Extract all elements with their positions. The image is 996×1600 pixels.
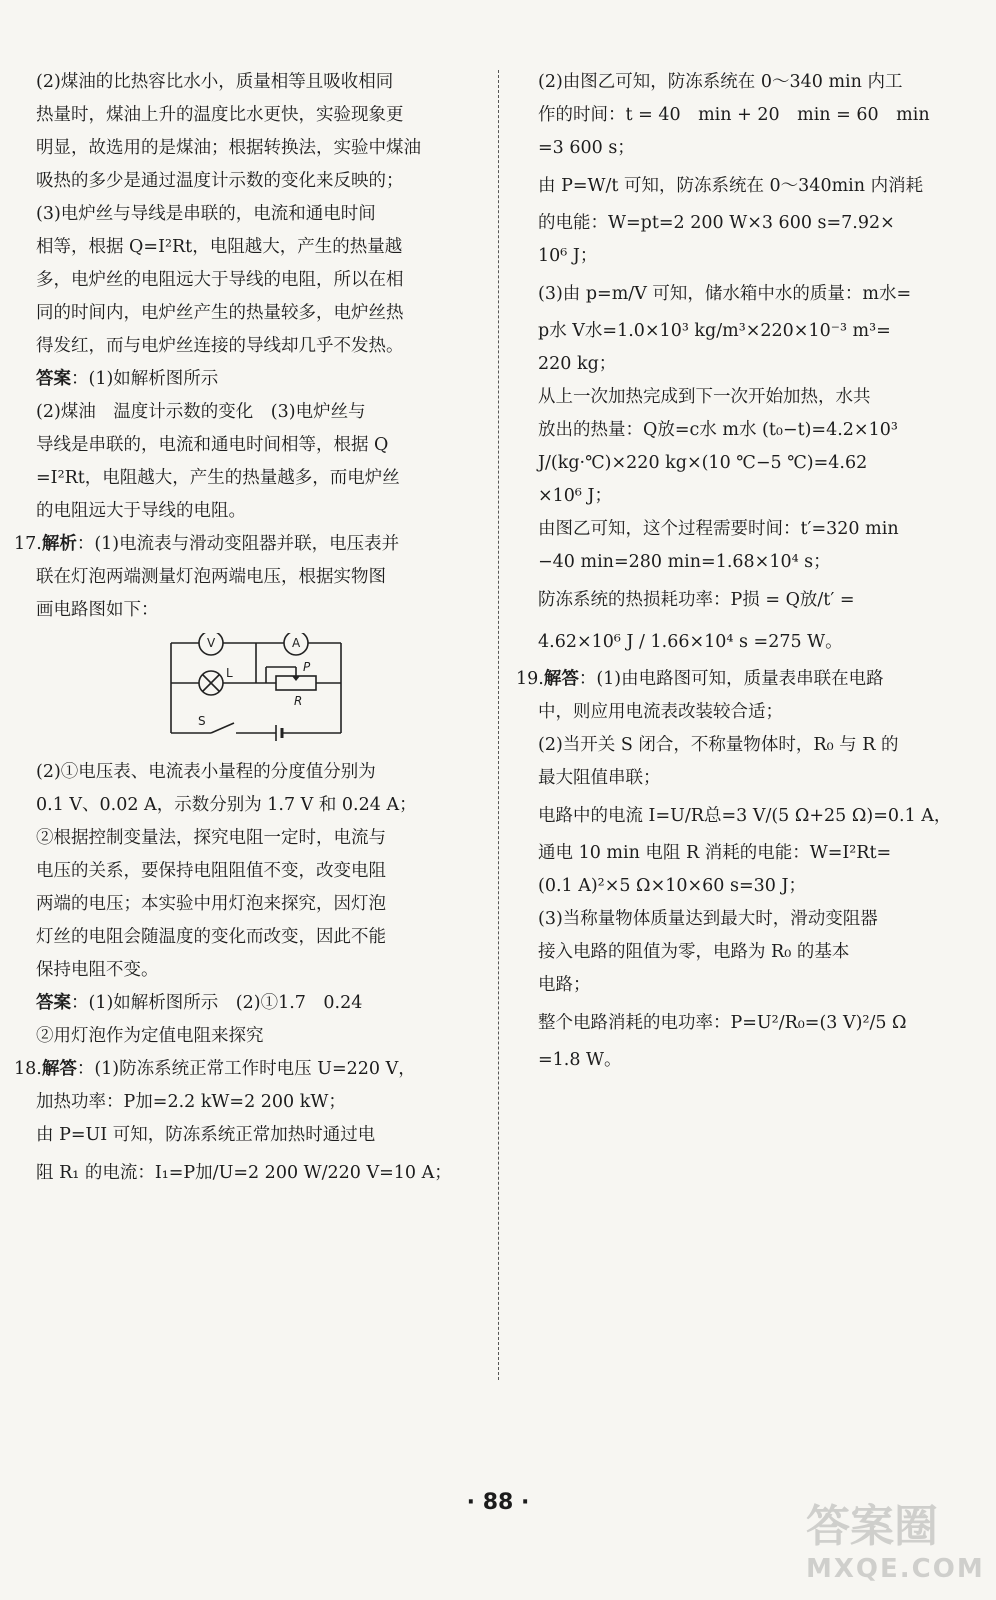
switch-label: S [198, 714, 206, 728]
circuit-diagram [166, 633, 346, 743]
watermark-logo [806, 1490, 985, 1584]
text-line: 220 kg； [538, 354, 617, 374]
text-line: 的电能：W=pt=2 200 W×3 600 s=7.92× [538, 213, 895, 233]
ammeter-label: A [292, 636, 301, 650]
left-column [14, 66, 468, 1194]
text-line: 放出的热量：Q放=c水 m水 (t₀−t)=4.2×10³ [538, 420, 898, 440]
text-line: 从上一次加热完成到下一次开始加热，水共 [538, 387, 871, 407]
text-line: 由 P=UI 可知，防冻系统正常加热时通过电 [36, 1125, 376, 1145]
text-line: 由图乙可知，这个过程需要时间：t′=320 min [538, 519, 899, 539]
text-line: ×10⁶ J； [538, 486, 613, 506]
text-line: =I²Rt，电阻越大，产生的热量越多，而电炉丝 [36, 468, 400, 488]
text-line: (2)①电压表、电流表小量程的分度值分别为 [36, 762, 376, 782]
text-line: 加热功率：P加=2.2 kW=2 200 kW； [36, 1092, 346, 1112]
text-line: 通电 10 min 电阻 R 消耗的电能：W=I²Rt= [538, 843, 892, 863]
text-line: (0.1 A)²×5 Ω×10×60 s=30 J； [538, 876, 806, 896]
text-line: 防冻系统的热损耗功率：P损 = Q放/t′ = [538, 590, 855, 610]
text-line: 电压的关系，要保持电阻阻值不变，改变电阻 [36, 861, 386, 881]
question-text: ：(1)防冻系统正常工作时电压 U=220 V， [76, 1059, 416, 1079]
text-line: 多，电炉丝的电阻远大于导线的电阻，所以在相 [36, 270, 404, 290]
question-text: ：(1)由电路图可知，质量表串联在电路 [578, 669, 884, 689]
question-text: ：(1)电流表与滑动变阻器并联，电压表并 [76, 534, 400, 554]
solution-label: 解答 [543, 669, 579, 689]
text-line: 导线是串联的，电流和通电时间相等，根据 Q [36, 435, 389, 455]
answer-label: 答案 [36, 993, 71, 1013]
text-line: 保持电阻不变。 [36, 960, 159, 980]
text-line: (2)当开关 S 闭合，不称量物体时，R₀ 与 R 的 [538, 735, 899, 755]
text-line: =3 600 s； [538, 138, 635, 158]
answer-16 [36, 363, 468, 396]
text-line: ②用灯泡作为定值电阻来探究 [36, 1026, 264, 1046]
text-line: 中，则应用电流表改装较合适； [538, 702, 783, 722]
analysis-label: 解析 [41, 534, 77, 554]
text-line: 两端的电压；本实验中用灯泡来探究，因灯泡 [36, 894, 386, 914]
answer-text: ：(1)如解析图所示 (2)①1.7 0.24 [71, 993, 363, 1013]
solution-label: 解答 [41, 1059, 77, 1079]
question-number: 18. [14, 1059, 42, 1079]
resistor-label: R [294, 694, 303, 708]
text-line: 吸热的多少是通过温度计示数的变化来反映的； [36, 171, 404, 191]
text-line: J/(kg·℃)×220 kg×(10 ℃−5 ℃)=4.62 [538, 453, 868, 473]
question-17-header [14, 528, 468, 561]
text-line: 10⁶ J； [538, 246, 598, 266]
text-line: p水 V水=1.0×10³ kg/m³×220×10⁻³ m³= [538, 321, 891, 341]
text-line: 0.1 V、0.02 A，示数分别为 1.7 V 和 0.24 A； [36, 795, 417, 815]
lamp-label: L [226, 666, 233, 680]
text-line: 由 P=W/t 可知，防冻系统在 0～340min 内消耗 [538, 176, 924, 196]
question-19-header [516, 663, 970, 696]
answer-text: ：(1)如解析图所示 [71, 369, 219, 389]
text-line: 最大阻值串联； [538, 768, 661, 788]
column-divider [498, 70, 499, 1380]
text-line: (3)当称量物体质量达到最大时，滑动变阻器 [538, 909, 878, 929]
text-line: 热量时，煤油上升的温度比水更快，实验现象更 [36, 105, 404, 125]
text-line: 电路； [538, 975, 591, 995]
watermark-title: 答案圈 [806, 1501, 938, 1552]
rheostat-slider [292, 676, 300, 681]
page-number: · 88 · [466, 1490, 530, 1515]
text-line: 同的时间内，电炉丝产生的热量较多，电炉丝热 [36, 303, 404, 323]
question-number: 17. [14, 534, 42, 554]
text-line: (3)由 p=m/V 可知，储水箱中水的质量：m水= [538, 284, 912, 304]
text-line: 相等，根据 Q=I²Rt，电阻越大，产生的热量越 [36, 237, 403, 257]
text-line: 联在灯泡两端测量灯泡两端电压，根据实物图 [36, 567, 386, 587]
text-line: 接入电路的阻值为零，电路为 R₀ 的基本 [538, 942, 850, 962]
question-number: 19. [516, 669, 544, 689]
voltmeter-label: V [207, 636, 216, 650]
text-line: 作的时间：t = 40 min + 20 min = 60 min [538, 105, 930, 125]
text-line: 的电阻远大于导线的电阻。 [36, 501, 246, 521]
text-line: 整个电路消耗的电功率：P=U²/R₀=(3 V)²/5 Ω [538, 1013, 907, 1033]
text-line: 4.62×10⁶ J / 1.66×10⁴ s =275 W。 [538, 632, 843, 652]
text-line: 电路中的电流 I=U/R总=3 V/(5 Ω+25 Ω)=0.1 A， [538, 806, 952, 826]
question-18-header [14, 1053, 468, 1086]
answer-label: 答案 [36, 369, 71, 389]
text-line: ②根据控制变量法，探究电阻一定时，电流与 [36, 828, 386, 848]
answer-17 [36, 987, 468, 1020]
text-line: 画电路图如下： [36, 600, 159, 620]
text-line: (2)由图乙可知，防冻系统在 0～340 min 内工 [538, 72, 903, 92]
text-line: −40 min=280 min=1.68×10⁴ s； [538, 552, 831, 572]
text-line: (2)煤油的比热容比水小，质量相等且吸收相同 [36, 72, 394, 92]
text-line: (2)煤油 温度计示数的变化 (3)电炉丝与 [36, 402, 366, 422]
watermark-url: MXQE.COM [806, 1554, 985, 1584]
text-line: 明显，故选用的是煤油；根据转换法，实验中煤油 [36, 138, 421, 158]
text-line: 灯丝的电阻会随温度的变化而改变，因此不能 [36, 927, 386, 947]
right-column [516, 66, 970, 1077]
text-line: =1.8 W。 [538, 1050, 622, 1070]
slider-label: P [303, 660, 311, 674]
text-line: 得发红，而与电炉丝连接的导线却几乎不发热。 [36, 336, 404, 356]
text-line: 阻 R₁ 的电流：I₁=P加/U=2 200 W/220 V=10 A； [36, 1163, 452, 1183]
text-line: (3)电炉丝与导线是串联的，电流和通电时间 [36, 204, 376, 224]
